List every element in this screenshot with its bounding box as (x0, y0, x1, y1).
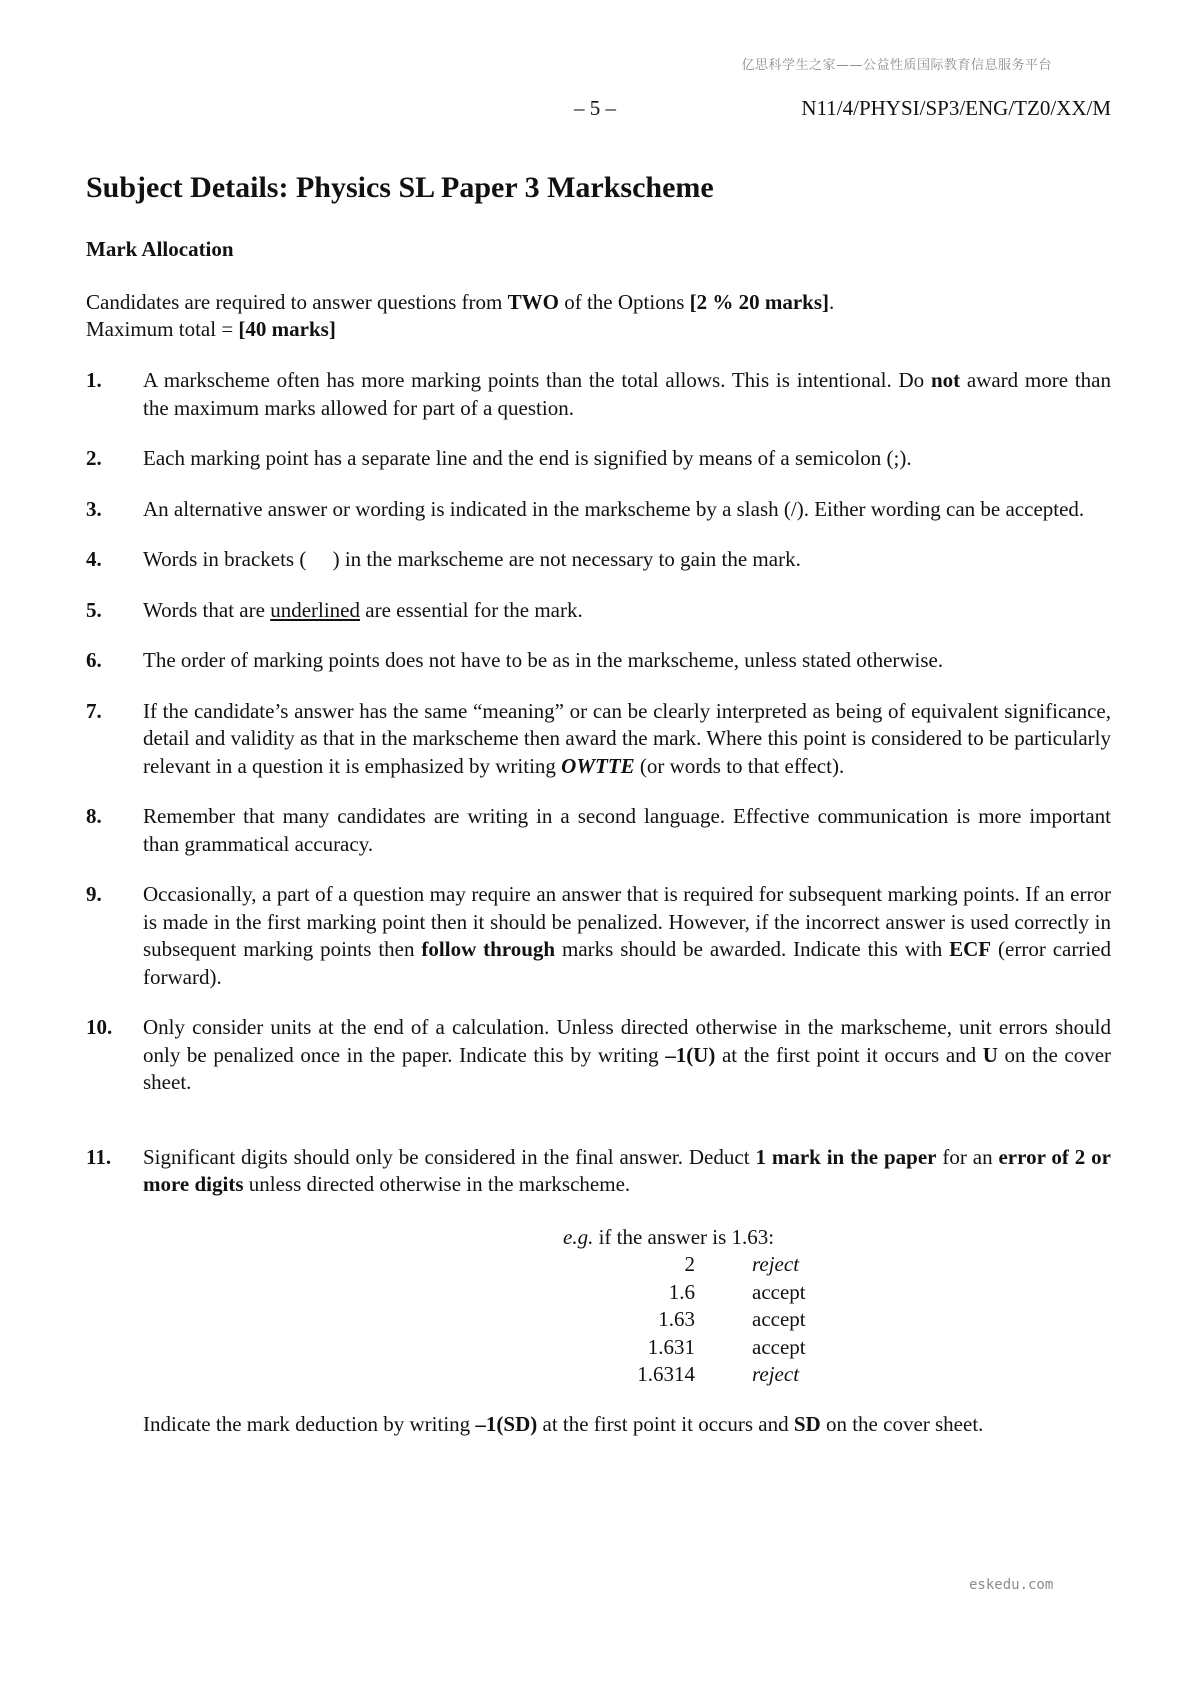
rule-item-8 (86, 803, 1111, 858)
deduction-bold: –1(SD) (475, 1411, 538, 1436)
example-value: 1.63 (658, 1307, 695, 1331)
rule-number: 3. (86, 496, 102, 521)
rule-text-part: marks should be awarded. Indicate this with (555, 937, 950, 961)
example-caption-text: if the answer is 1.63: (593, 1224, 775, 1249)
intro-text: Maximum total = (86, 317, 239, 341)
intro-bold-total: [40 marks] (238, 317, 336, 341)
rule-text-bold: follow through (421, 937, 556, 961)
example-verdict: reject (752, 1252, 800, 1276)
rule-number: 10. (86, 1015, 113, 1039)
deduction-text: Indicate the mark deduction by writing (143, 1411, 476, 1436)
example-verdict: accept (752, 1334, 806, 1359)
rule-text-part: for an (936, 1144, 999, 1169)
intro-bold-marks: [2 % 20 marks] (689, 290, 830, 314)
watermark-bottom: eskedu.com (969, 1577, 1054, 1593)
rule-text-part: Only consider units at the end of a calculation. Unless directed otherwise in the markscheme, unit errors should only be penalized once in the paper. Indicate this by writing (143, 1015, 1111, 1067)
rule-text (143, 881, 1111, 991)
section-heading-mark-allocation: Mark Allocation (86, 237, 234, 261)
rule-number: 8. (86, 804, 102, 828)
example-value: 1.6314 (637, 1362, 695, 1386)
table-row (563, 1279, 806, 1307)
sig-fig-example (563, 1224, 883, 1389)
page-number: – 5 – (574, 96, 616, 120)
rule-text (143, 1144, 1111, 1439)
marking-rules-list (86, 367, 1111, 1461)
rule-text-part: unless directed otherwise in the markscheme. (243, 1172, 631, 1196)
sd-deduction-note (143, 1411, 1111, 1439)
rule-item-11 (86, 1144, 1111, 1439)
rule-item-6 (86, 647, 1111, 675)
rule-text-part: A markscheme often has more marking points than the total allows. This is intentional. Do (143, 368, 931, 392)
example-verdict: reject (752, 1362, 800, 1386)
example-verdict: accept (752, 1279, 806, 1304)
intro-text: of the Options (558, 290, 690, 314)
rule-item-2 (86, 445, 1111, 473)
table-row (563, 1334, 806, 1362)
rule-number: 11. (86, 1144, 112, 1169)
rule-text (143, 698, 1111, 781)
rule-text-underlined: underlined (270, 597, 360, 622)
rule-text-bold: ECF (949, 937, 992, 961)
example-value: 1.6 (668, 1279, 695, 1304)
rule-text-bold-italic: OWTTE (561, 753, 635, 778)
rule-item-5 (86, 597, 1111, 625)
rule-text-part: Occasionally, a part of a question may require an answer that is required for subsequent marking points. If an error is made in the first marking point then it should be penalized. However, if the incorrect answer is used correctly in subsequent marking points then (143, 882, 1111, 961)
rule-number: 7. (86, 698, 102, 723)
intro-text: Candidates are required to answer questions from (86, 290, 508, 314)
deduction-text: on the cover sheet. (820, 1411, 984, 1436)
example-value: 2 (684, 1252, 695, 1276)
deduction-bold: SD (793, 1411, 821, 1436)
document-code: N11/4/PHYSI/SP3/ENG/TZ0/XX/M (801, 96, 1111, 120)
rule-text-part: are essential for the mark. (360, 597, 583, 622)
rule-text-bold: not (930, 368, 961, 392)
table-row (563, 1251, 806, 1279)
rule-text (143, 597, 1111, 625)
rule-number: 5. (86, 597, 102, 622)
rule-text-bold: –1(U) (665, 1042, 716, 1067)
rule-text-bold: U (982, 1042, 998, 1067)
table-row (563, 1306, 806, 1334)
rule-item-10 (86, 1014, 1111, 1097)
rule-item-3 (86, 496, 1111, 524)
rule-item-4 (86, 546, 1111, 574)
rule-text-part: at the first point it occurs and (715, 1042, 983, 1067)
rule-number: 9. (86, 882, 102, 906)
rule-item-9 (86, 881, 1111, 991)
rule-text (143, 367, 1111, 422)
example-caption (563, 1224, 883, 1252)
rule-text-part: on the cover sheet. (143, 1042, 1112, 1094)
rule-item-7 (86, 698, 1111, 781)
rule-text: The order of marking points does not have to be as in the markscheme, unless stated otherwise. (143, 648, 944, 672)
watermark-top: 亿思科学生之家——公益性质国际教育信息服务平台 (741, 58, 1052, 73)
rule-text-part: (or words to that effect). (634, 753, 845, 778)
intro-paragraph (86, 289, 1111, 343)
rule-text: An alternative answer or wording is indicated in the markscheme by a slash (/). Either wording can be accepted. (143, 496, 1085, 521)
rule-number: 1. (86, 368, 102, 392)
rule-text: Each marking point has a separate line and the end is signified by means of a semicolon (;). (143, 446, 912, 470)
intro-bold-two: TWO (507, 290, 559, 314)
rule-text-bold: error of 2 or more digits (143, 1144, 1111, 1196)
table-row (563, 1361, 806, 1389)
rule-text-part: award more than the maximum marks allowed for part of a question. (143, 368, 1111, 420)
intro-line-1 (86, 289, 1111, 316)
rule-item-1 (86, 367, 1111, 422)
rule-text: Remember that many candidates are writing in a second language. Effective communication is more important than grammatical accuracy. (143, 804, 1111, 856)
intro-text: . (829, 290, 835, 314)
example-caption-eg: e.g. (563, 1224, 594, 1249)
rule-number: 2. (86, 446, 102, 470)
example-value: 1.631 (647, 1334, 695, 1359)
intro-line-2 (86, 316, 1111, 343)
rule-text-part: Words that are (143, 597, 271, 622)
example-verdict: accept (752, 1307, 806, 1331)
rule-text-part: (error carried forward). (143, 937, 1111, 989)
page-title: Subject Details: Physics SL Paper 3 Markscheme (86, 171, 714, 204)
rule-text-part: Significant digits should only be considered in the final answer. Deduct (143, 1144, 756, 1169)
rule-number: 6. (86, 648, 102, 672)
rule-text: Words in brackets ( ) in the markscheme are not necessary to gain the mark. (143, 547, 801, 571)
rule-text-part: If the candidate’s answer has the same “meaning” or can be clearly interpreted as being of equivalent significance, detail and validity as that in the markscheme then award the mark. Where this point is considered to be particularly relevant in a question it is emphasized by writing (143, 698, 1111, 778)
rule-number: 4. (86, 547, 102, 571)
rule-text (143, 1014, 1111, 1097)
rule-text-bold: 1 mark in the paper (755, 1144, 937, 1169)
deduction-text: at the first point it occurs and (537, 1411, 794, 1436)
rule-11-paragraph (143, 1144, 1111, 1199)
example-table (563, 1251, 806, 1389)
